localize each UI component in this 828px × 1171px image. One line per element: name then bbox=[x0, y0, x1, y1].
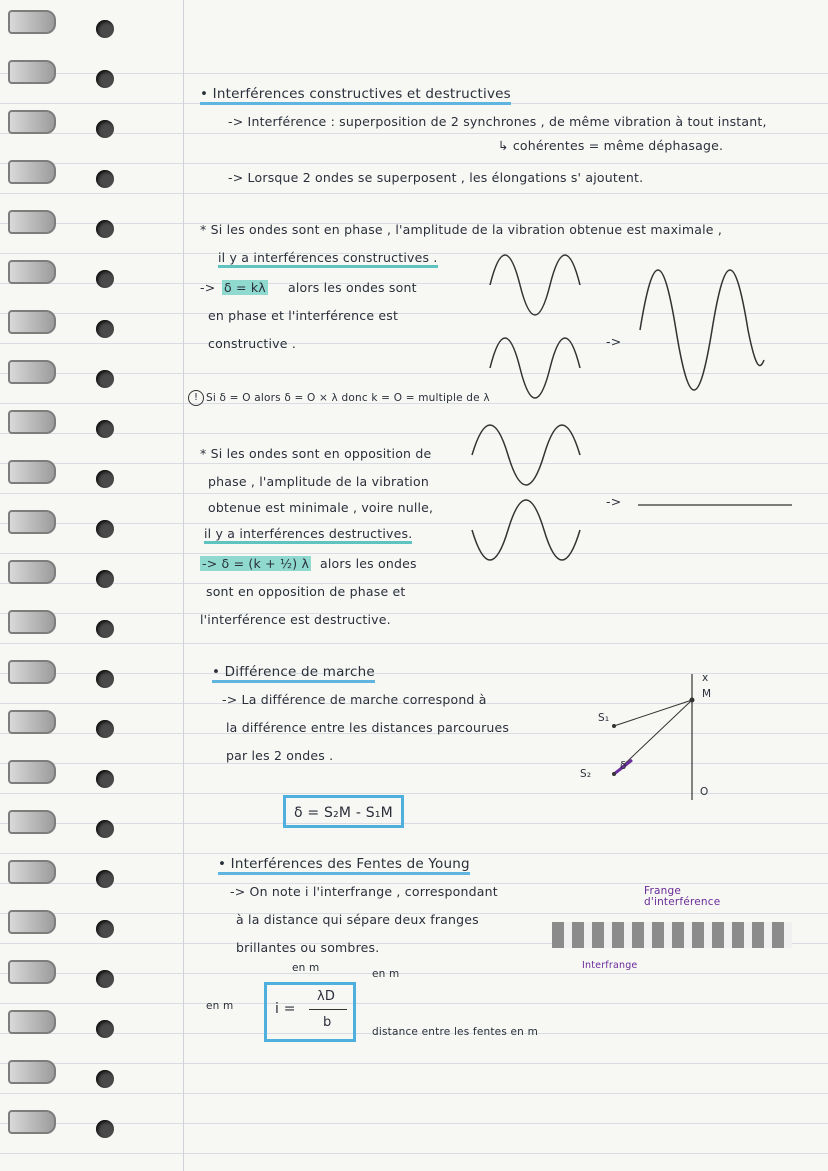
punch-holes bbox=[96, 18, 120, 1158]
label-s1: S₁ bbox=[598, 712, 610, 724]
const-line5: constructive . bbox=[208, 336, 296, 351]
dest-line6: sont en opposition de phase et bbox=[206, 584, 406, 599]
dest-line5: alors les ondes bbox=[320, 556, 417, 571]
interfrange-formula-box bbox=[264, 982, 356, 1042]
dest-line4: il y a interférences destructives. bbox=[204, 526, 412, 544]
section2-line2: la différence entre les distances parcourues bbox=[226, 720, 510, 735]
ann-en-m-right: en m bbox=[372, 968, 400, 980]
ann-b-distance: distance entre les fentes en m bbox=[372, 1026, 539, 1038]
const-formula: δ = kλ bbox=[224, 280, 266, 295]
line3: -> Lorsque 2 ondes se superposent , les élongations s' ajoutent. bbox=[228, 170, 644, 185]
label-m: M bbox=[702, 688, 712, 700]
arrow-right-2: -> bbox=[606, 494, 622, 509]
formula-numerator: λD bbox=[317, 989, 336, 1004]
label-delta: δ bbox=[620, 760, 627, 772]
path-difference-formula: δ = S₂M - S₁M bbox=[294, 805, 393, 821]
section2-line3: par les 2 ondes . bbox=[226, 748, 334, 763]
const-line4: en phase et l'interférence est bbox=[208, 308, 399, 323]
fringe-pattern bbox=[552, 922, 792, 948]
ann-en-m-left: en m bbox=[206, 1000, 234, 1012]
section3-line3: brillantes ou sombres. bbox=[236, 940, 380, 955]
interfrange-label: Interfrange bbox=[582, 960, 638, 971]
warning-icon: ! bbox=[188, 390, 204, 406]
section2-title: • Différence de marche bbox=[212, 664, 375, 683]
const-line1: * Si les ondes sont en phase , l'amplitude de la vibration obtenue est maximale , bbox=[200, 222, 723, 237]
dest-formula: -> δ = (k + ½) λ bbox=[202, 556, 310, 571]
frange-label: Frange d'interférence bbox=[644, 885, 721, 908]
def-line2: ↳ cohérentes = même déphasage. bbox=[498, 138, 724, 153]
section3-line1: -> On note i l'interfrange , correspondant bbox=[230, 884, 498, 899]
constructive-waves-diagram bbox=[480, 250, 780, 400]
dest-line1: * Si les ondes sont en opposition de bbox=[200, 446, 432, 461]
ann-en-m-top: en m bbox=[292, 962, 320, 974]
destructive-waves-diagram bbox=[462, 420, 802, 570]
margin-line bbox=[183, 0, 184, 1171]
dest-line2: phase , l'amplitude de la vibration bbox=[208, 474, 429, 489]
arrow-right-1: -> bbox=[606, 334, 622, 349]
spiral-binding bbox=[8, 10, 56, 1160]
path-difference-diagram bbox=[580, 670, 740, 810]
label-o: O bbox=[700, 786, 709, 798]
section2-line1: -> La différence de marche correspond à bbox=[222, 692, 487, 707]
dest-line7: l'interférence est destructive. bbox=[200, 612, 391, 627]
section3-line2: à la distance qui sépare deux franges bbox=[236, 912, 479, 927]
def-line1: -> Interférence : superposition de 2 synchrones , de même vibration à tout instant, bbox=[228, 114, 767, 129]
fraction-bar bbox=[309, 1009, 347, 1010]
section3-title: • Interférences des Fentes de Young bbox=[218, 856, 470, 875]
formula-denominator: b bbox=[323, 1015, 332, 1030]
path-difference-formula-box bbox=[283, 795, 404, 828]
label-s2: S₂ bbox=[580, 768, 592, 780]
const-line3: alors les ondes sont bbox=[288, 280, 417, 295]
section1-title: • Interférences constructives et destructives bbox=[200, 86, 511, 105]
dest-line3: obtenue est minimale , voire nulle, bbox=[208, 500, 434, 515]
const-arrow: -> bbox=[200, 280, 216, 295]
const-line2: il y a interférences constructives . bbox=[218, 250, 438, 268]
note-text: Si δ = O alors δ = O × λ donc k = O = multiple de λ bbox=[206, 392, 490, 404]
formula-i: i = bbox=[275, 1001, 296, 1017]
label-x: x bbox=[702, 672, 709, 684]
